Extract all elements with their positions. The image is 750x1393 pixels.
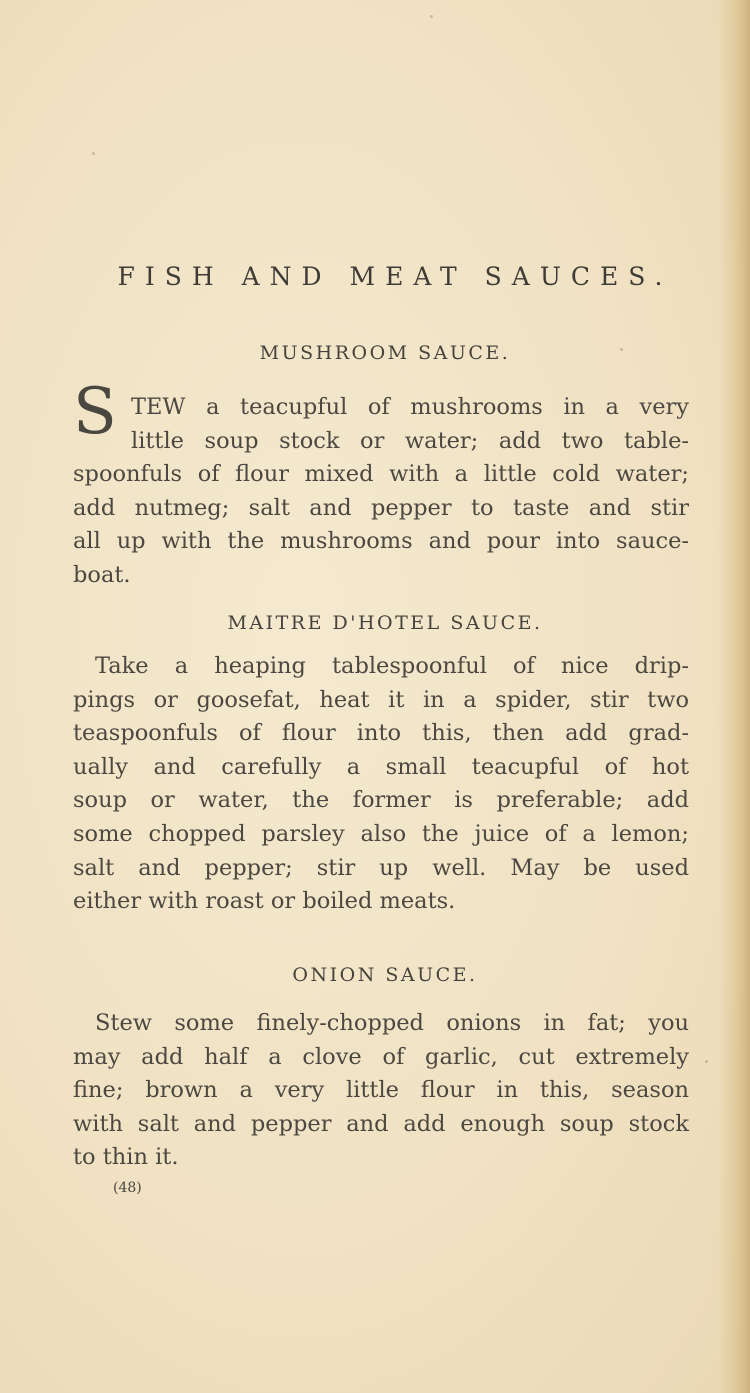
text-line: all up with the mushrooms and pour into sauce- — [73, 528, 689, 555]
text-line: pings or goosefat, heat it in a spider, stir two — [73, 686, 689, 713]
text-line: add nutmeg; salt and pepper to taste and stir — [73, 494, 689, 521]
text-line: TEW a teacupful of mushrooms in a very — [131, 394, 689, 420]
paper-speck — [92, 152, 95, 155]
drop-cap: S — [73, 375, 117, 449]
text-line: Take a heaping tablespoonful of nice drip- — [95, 653, 689, 679]
text-line: with salt and pepper and add enough soup stock — [73, 1110, 689, 1137]
text-line: boat. — [73, 561, 131, 588]
section-heading-maitre-d-hotel-sauce: MAITRE D'HOTEL SAUCE. — [227, 612, 543, 634]
paragraph-maitre-d-hotel-sauce — [73, 650, 689, 919]
text-line: to thin it. — [73, 1144, 179, 1171]
text-line: salt and pepper; stir up well. May be used — [73, 854, 689, 881]
paper-speck — [705, 1060, 708, 1063]
text-line: soup or water, the former is preferable; add — [73, 787, 689, 814]
paper-speck — [430, 15, 433, 18]
page-title: FISH AND MEAT SAUCES. — [117, 262, 673, 291]
page-edge-shadow — [718, 0, 750, 1393]
text-line: spoonfuls of flour mixed with a little cold water; — [73, 461, 689, 488]
text-line: teaspoonfuls of flour into this, then add grad- — [73, 720, 689, 747]
text-line: Stew some finely-chopped onions in fat; you — [95, 1010, 689, 1036]
section-heading-mushroom-sauce: MUSHROOM SAUCE. — [259, 342, 511, 364]
text-line: may add half a clove of garlic, cut extremely — [73, 1043, 689, 1070]
page-number: (48) — [113, 1180, 142, 1196]
text-line: either with roast or boiled meats. — [73, 888, 456, 915]
text-line: fine; brown a very little flour in this, season — [73, 1077, 689, 1104]
paragraph-mushroom-sauce — [73, 391, 689, 593]
paragraph-onion-sauce — [73, 1007, 689, 1175]
text-line: little soup stock or water; add two table- — [131, 427, 689, 454]
text-line: some chopped parsley also the juice of a lemon; — [73, 820, 689, 847]
text-line: ually and carefully a small teacupful of hot — [73, 753, 689, 780]
section-heading-onion-sauce: ONION SAUCE. — [292, 964, 478, 986]
